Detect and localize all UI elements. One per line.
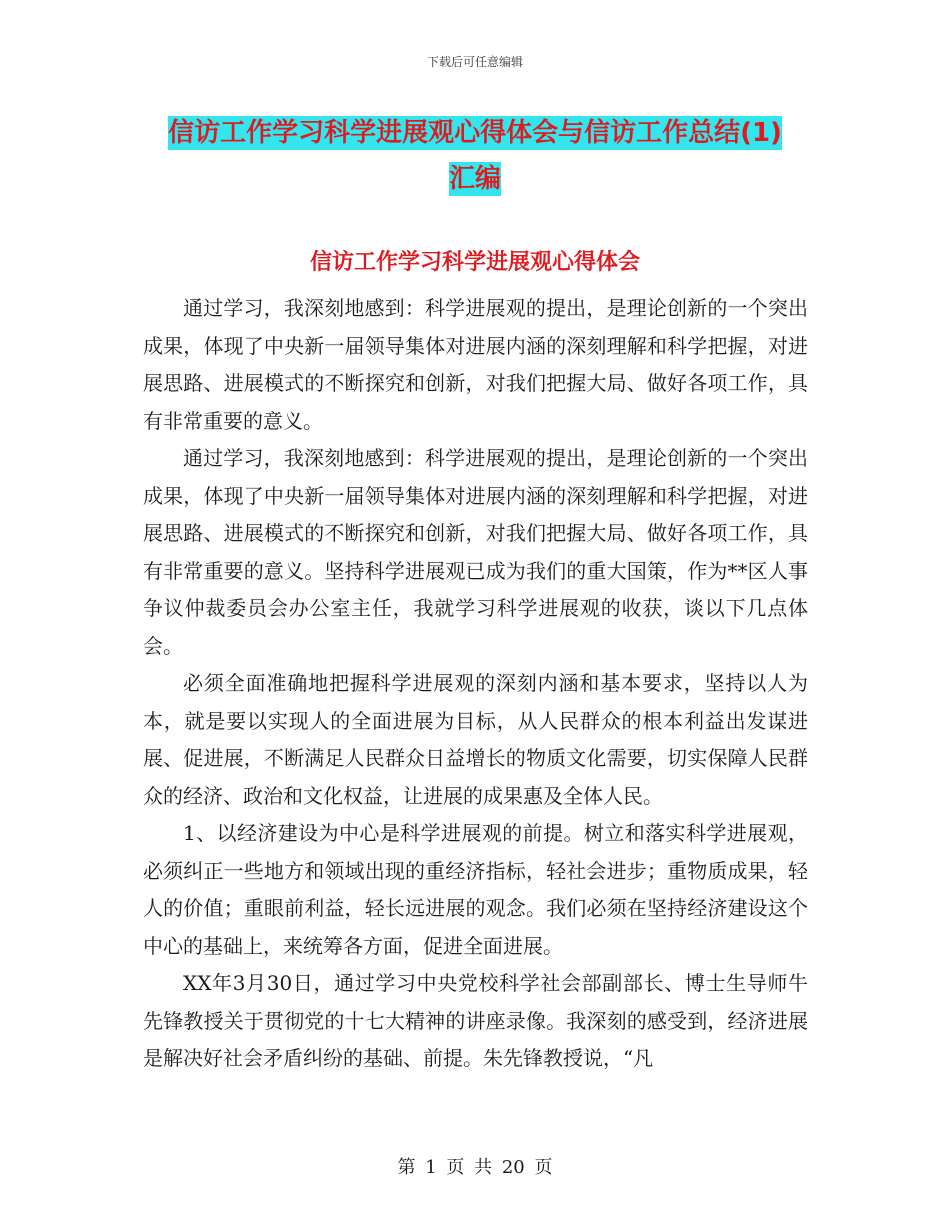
paragraph: 通过学习，我深刻地感到：科学进展观的提出，是理论创新的一个突出成果，体现了中央新一届领导集体对进展内涵的深刻理解和科学把握，对进展思路、进展模式的不断探究和创新，对我们把握大局、做好各项工作，具有非常重要的意义。 [143, 296, 808, 433]
paragraph: XX年3月30日，通过学习中央党校科学社会部副部长、博士生导师牛先锋教授关于贯彻党的十七大精神的讲座录像。我深刻的感受到，经济进展是解决好社会矛盾纠纷的基础、前提。朱先锋教授说，“凡 [143, 971, 808, 1070]
section-title: 信访工作学习科学进展观心得体会 [309, 250, 640, 275]
header-note: 下载后可任意编辑 [426, 55, 523, 69]
page-footer: 第 1 页 共 20 页 [397, 1157, 553, 1178]
document-title-line-1: 信访工作学习科学进展观心得体会与信访工作总结(1) [168, 118, 782, 148]
document-title [120, 110, 830, 202]
document-title-line-2: 汇编 [448, 164, 501, 194]
document-body [143, 290, 808, 1078]
paragraph: 必须全面准确地把握科学进展观的深刻内涵和基本要求，坚持以人为本，就是要以实现人的全面进展为目标，从人民群众的根本利益出发谋进展、促进展，不断满足人民群众日益增长的物质文化需要，切实保障人民群众的经济、政治和文化权益，让进展的成果惠及全体人民。 [143, 671, 808, 808]
paragraph: 通过学习，我深刻地感到：科学进展观的提出，是理论创新的一个突出成果，体现了中央新一届领导集体对进展内涵的深刻理解和科学把握，对进展思路、进展模式的不断探究和创新，对我们把握大局、做好各项工作，具有非常重要的意义。坚持科学进展观已成为我们的重大国策，作为**区人事争议仲裁委员会办公室主任，我就学习科学进展观的收获，谈以下几点体会。 [143, 446, 808, 658]
paragraph: 1、以经济建设为中心是科学进展观的前提。树立和落实科学进展观，必须纠正一些地方和领域出现的重经济指标，轻社会进步；重物质成果，轻人的价值；重眼前利益，轻长远进展的观念。我们必须在坚持经济建设这个中心的基础上，来统筹各方面，促进全面进展。 [143, 821, 808, 958]
